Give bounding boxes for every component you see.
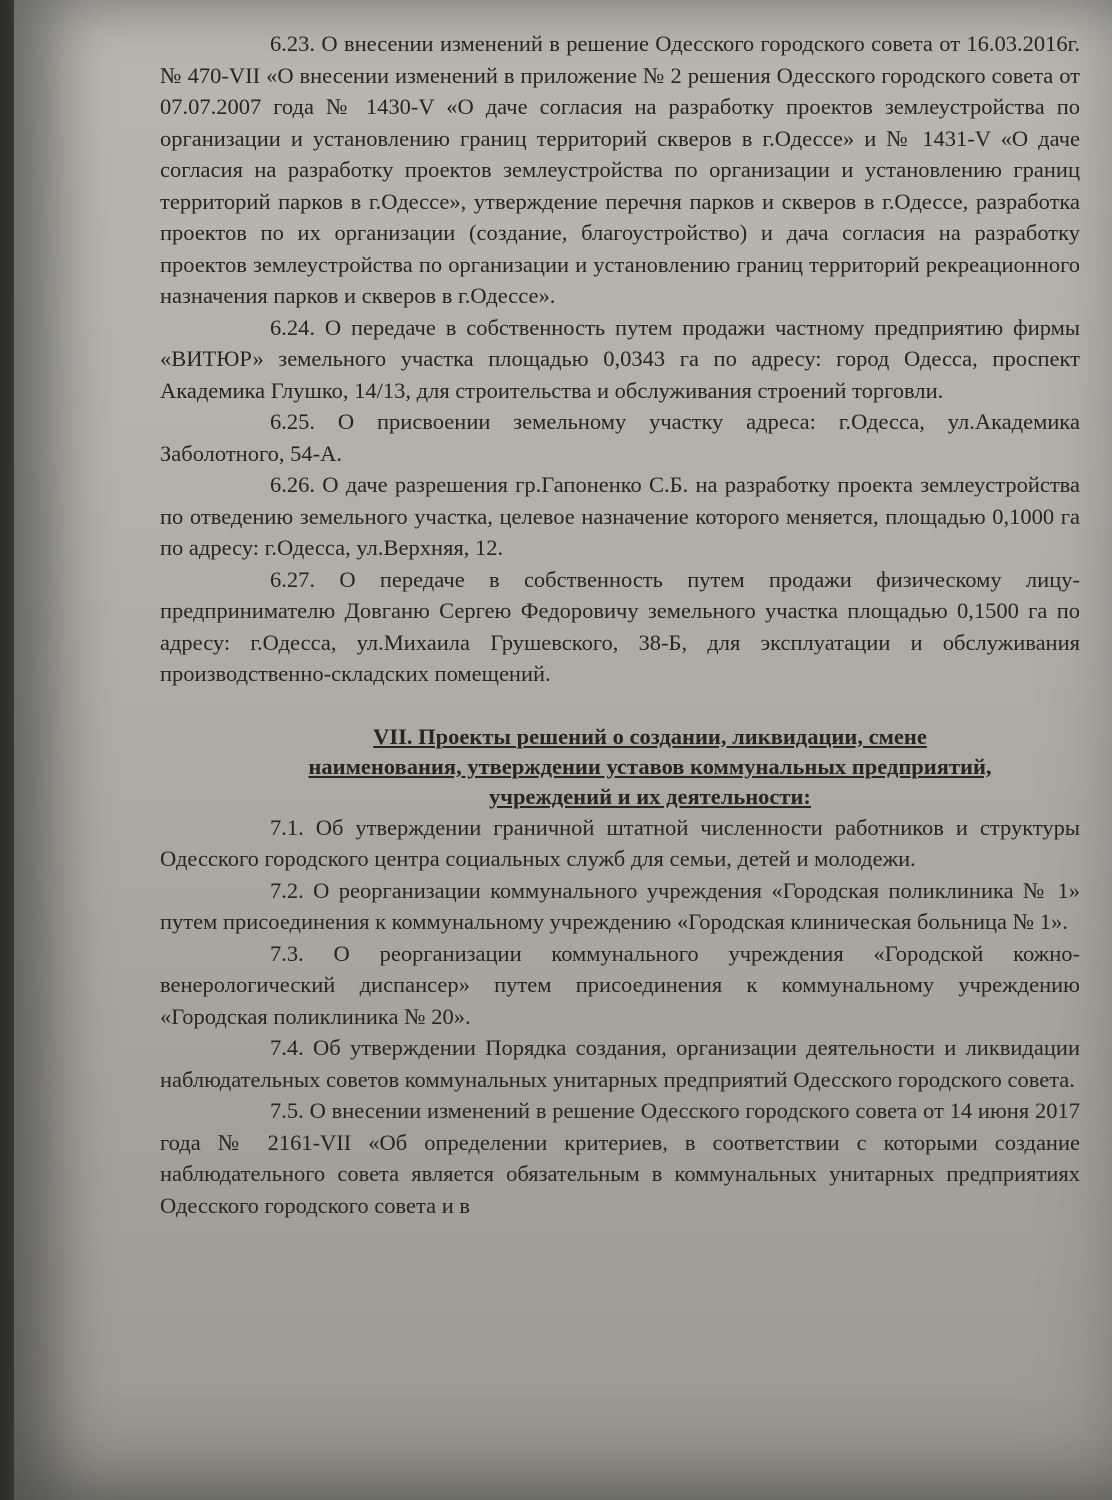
item-6-27: 6.27. О передаче в собственность путем продажи физическому лицу-предпринимателю Довганю Сергею Федоровичу земельного участка площадью 0,1500 га по адресу: г.Одесса, ул.Михаила Грушевского, 38-Б, для эксплуатации и обслуживания производственно-складских помещений. [160,566,1080,686]
item-7-1: 7.1. Об утверждении граничной штатной численности работников и структуры Одесского городского центра социальных служб для семьи, детей и молодежи. [160,814,1080,871]
section-gap [160,690,1080,710]
item-7-5: 7.5. О внесении изменений в решение Одесского городского совета от 14 июня 2017 года № 2161-VII «Об определении критериев, в соответствии с которыми создание наблюдательного совета является обязательным в коммунальных унитарных предприятиях Одесского городского совета и в [160,1098,1080,1218]
item-6-26: 6.26. О даче разрешения гр.Гапоненко С.Б. на разработку проекта землеустройства по отведению земельного участка, целевое назначение которого меняется, площадью 0,1000 га по адресу: г.Одесса, ул.Верхняя, 12. [160,472,1080,560]
item-6-23: 6.23. О внесении изменений в решение Одесского городского совета от 16.03.2016г. № 470-VII «О внесении изменений в приложение № 2 решения Одесского городского совета от 07.07.2007 года № 1430-V «О даче согласия на разработку проектов землеустройства по организации и установлению границ территорий скверов в г.Одессе» и № 1431-V «О даче согласия на разработку проектов землеустройства по организации и установлению границ территорий парков в г.Одессе», утверждение перечня парков и скверов в г.Одессе, разработка проектов по их организации (создание, благоустройство) и дача согласия на разработку проектов землеустройства по организации и установлению границ территорий рекреационного назначения парков и скверов в г.Одессе». [160,31,1080,308]
section-7-heading-line-3: учреждений и их деятельности: [489,783,811,809]
item-6-25: 6.25. О присвоении земельному участку адреса: г.Одесса, ул.Академика Заболотного, 54-А. [160,409,1080,466]
item-7-2: 7.2. О реорганизации коммунального учреждения «Городская поликлиника № 1» путем присоединения к коммунальному учреждению «Городская клиническая больница № 1». [160,877,1080,934]
item-7-4: 7.4. Об утверждении Порядка создания, организации деятельности и ликвидации наблюдательных советов коммунальных унитарных предприятий Одесского городского совета. [160,1035,1080,1092]
document-page [14,0,1112,1500]
document-body [160,28,1080,1221]
section-7-heading-line-2: наименования, утверждении уставов коммунальных предприятий, [308,753,992,779]
section-7-heading [160,722,1080,812]
section-7-heading-line-1: VII. Проекты решений о создании, ликвидации, смене [373,723,927,749]
item-6-24: 6.24. О передаче в собственность путем продажи частному предприятию фирмы «ВИТЮР» земельного участка площадью 0,0343 га по адресу: город Одесса, проспект Академика Глушко, 14/13, для строительства и обслуживания строений торговли. [160,314,1080,403]
item-7-3: 7.3. О реорганизации коммунального учреждения «Городской кожно-венерологический диспансер» путем присоединения к коммунальному учреждению «Городская поликлиника № 20». [160,940,1080,1029]
